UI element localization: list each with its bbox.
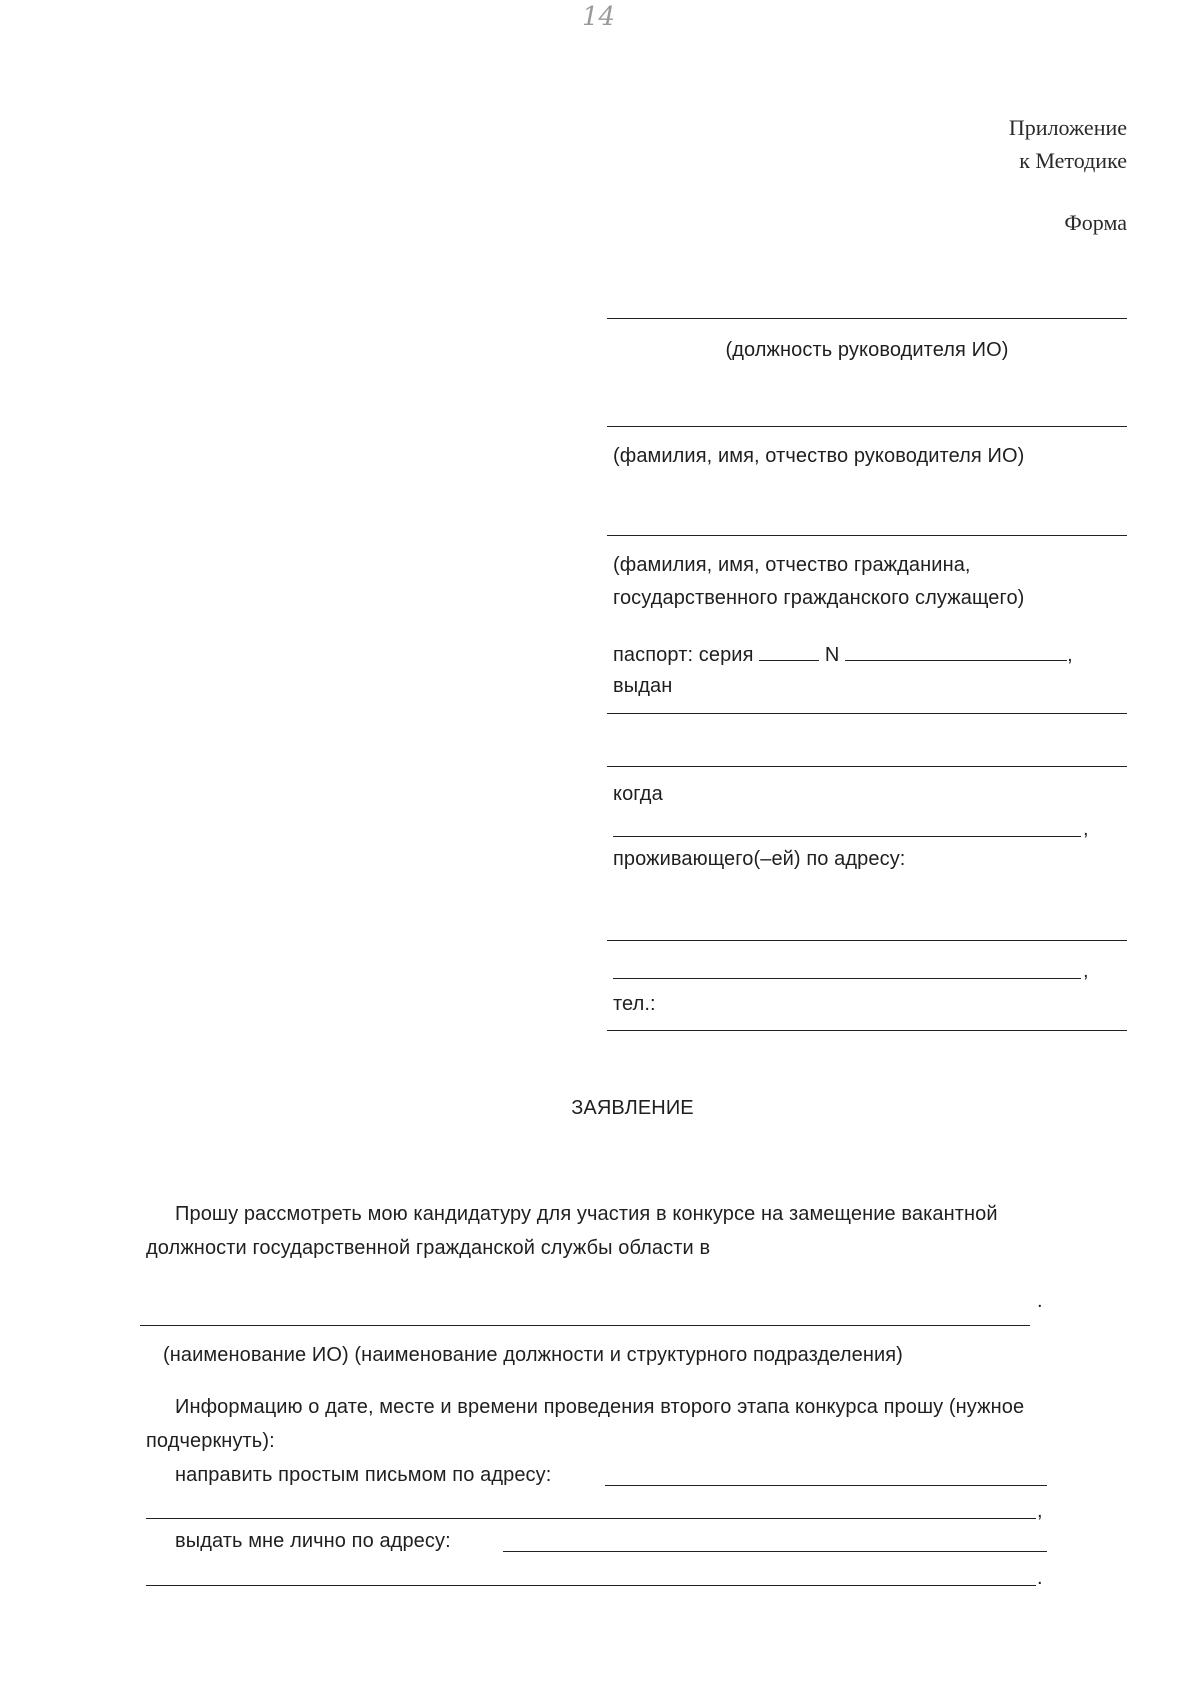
paragraph-1-line-2: должности государственной гражданской службы области в	[146, 1237, 711, 1259]
form-label: Форма	[1064, 210, 1127, 235]
citizen-name-line	[607, 535, 1127, 536]
paragraph-2-line-1: Информацию о дате, месте и времени проведения второго этапа конкурса прошу (нужное	[175, 1396, 1025, 1418]
option-personal-line-1	[503, 1551, 1047, 1552]
issued-line-2	[607, 766, 1127, 767]
option-mail-line-1	[605, 1485, 1047, 1486]
appendix-line-1: Приложение	[1008, 115, 1127, 140]
residence-label: проживающего(–ей) по адресу:	[613, 848, 906, 870]
position-caption: (должность руководителя ИО)	[725, 339, 1009, 361]
appendix-line-2: к Методике	[1019, 148, 1127, 173]
option-mail-comma: ,	[1037, 1500, 1043, 1522]
residence-comma: ,	[1083, 960, 1089, 982]
position-line	[607, 318, 1127, 319]
document-title: ЗАЯВЛЕНИЕ	[571, 1097, 694, 1119]
head-name-line	[607, 426, 1127, 427]
head-name-caption: (фамилия, имя, отчество руководителя ИО)	[613, 445, 1025, 467]
issued-line-1	[607, 713, 1127, 714]
passport-row: паспорт: серия N ,	[613, 644, 1073, 666]
paragraph-1-line-1: Прошу рассмотреть мою кандидатуру для участия в конкурсе на замещение вакантной	[175, 1203, 998, 1225]
option-personal-line-2	[146, 1585, 1036, 1586]
phone-line	[607, 1030, 1127, 1031]
passport-number-label: N	[824, 644, 840, 666]
residence-line-2	[613, 978, 1081, 979]
phone-label: тел.:	[613, 993, 656, 1015]
names-caption: (наименование ИО) (наименование должности и структурного подразделения)	[163, 1344, 903, 1366]
residence-line-1	[607, 940, 1127, 941]
option-personal-dot: .	[1037, 1567, 1043, 1589]
passport-series-blank	[759, 642, 819, 661]
page-number: 14	[582, 2, 616, 32]
paragraph-2-line-2: подчеркнуть):	[146, 1430, 275, 1452]
organization-line	[140, 1325, 1030, 1326]
option-mail-line-2	[146, 1518, 1036, 1519]
option-personal-label: выдать мне лично по адресу:	[175, 1530, 451, 1552]
citizen-caption-line-2: государственного гражданского служащего)	[613, 587, 1025, 609]
passport-series-label: паспорт: серия	[613, 644, 754, 666]
passport-number-blank	[845, 642, 1067, 661]
option-mail-label: направить простым письмом по адресу:	[175, 1464, 552, 1486]
issued-label: выдан	[613, 675, 673, 697]
organization-dot: .	[1037, 1290, 1043, 1312]
citizen-caption-line-1: (фамилия, имя, отчество гражданина,	[613, 554, 971, 576]
when-label: когда	[613, 783, 663, 805]
when-comma: ,	[1083, 818, 1089, 840]
when-line	[613, 836, 1081, 837]
